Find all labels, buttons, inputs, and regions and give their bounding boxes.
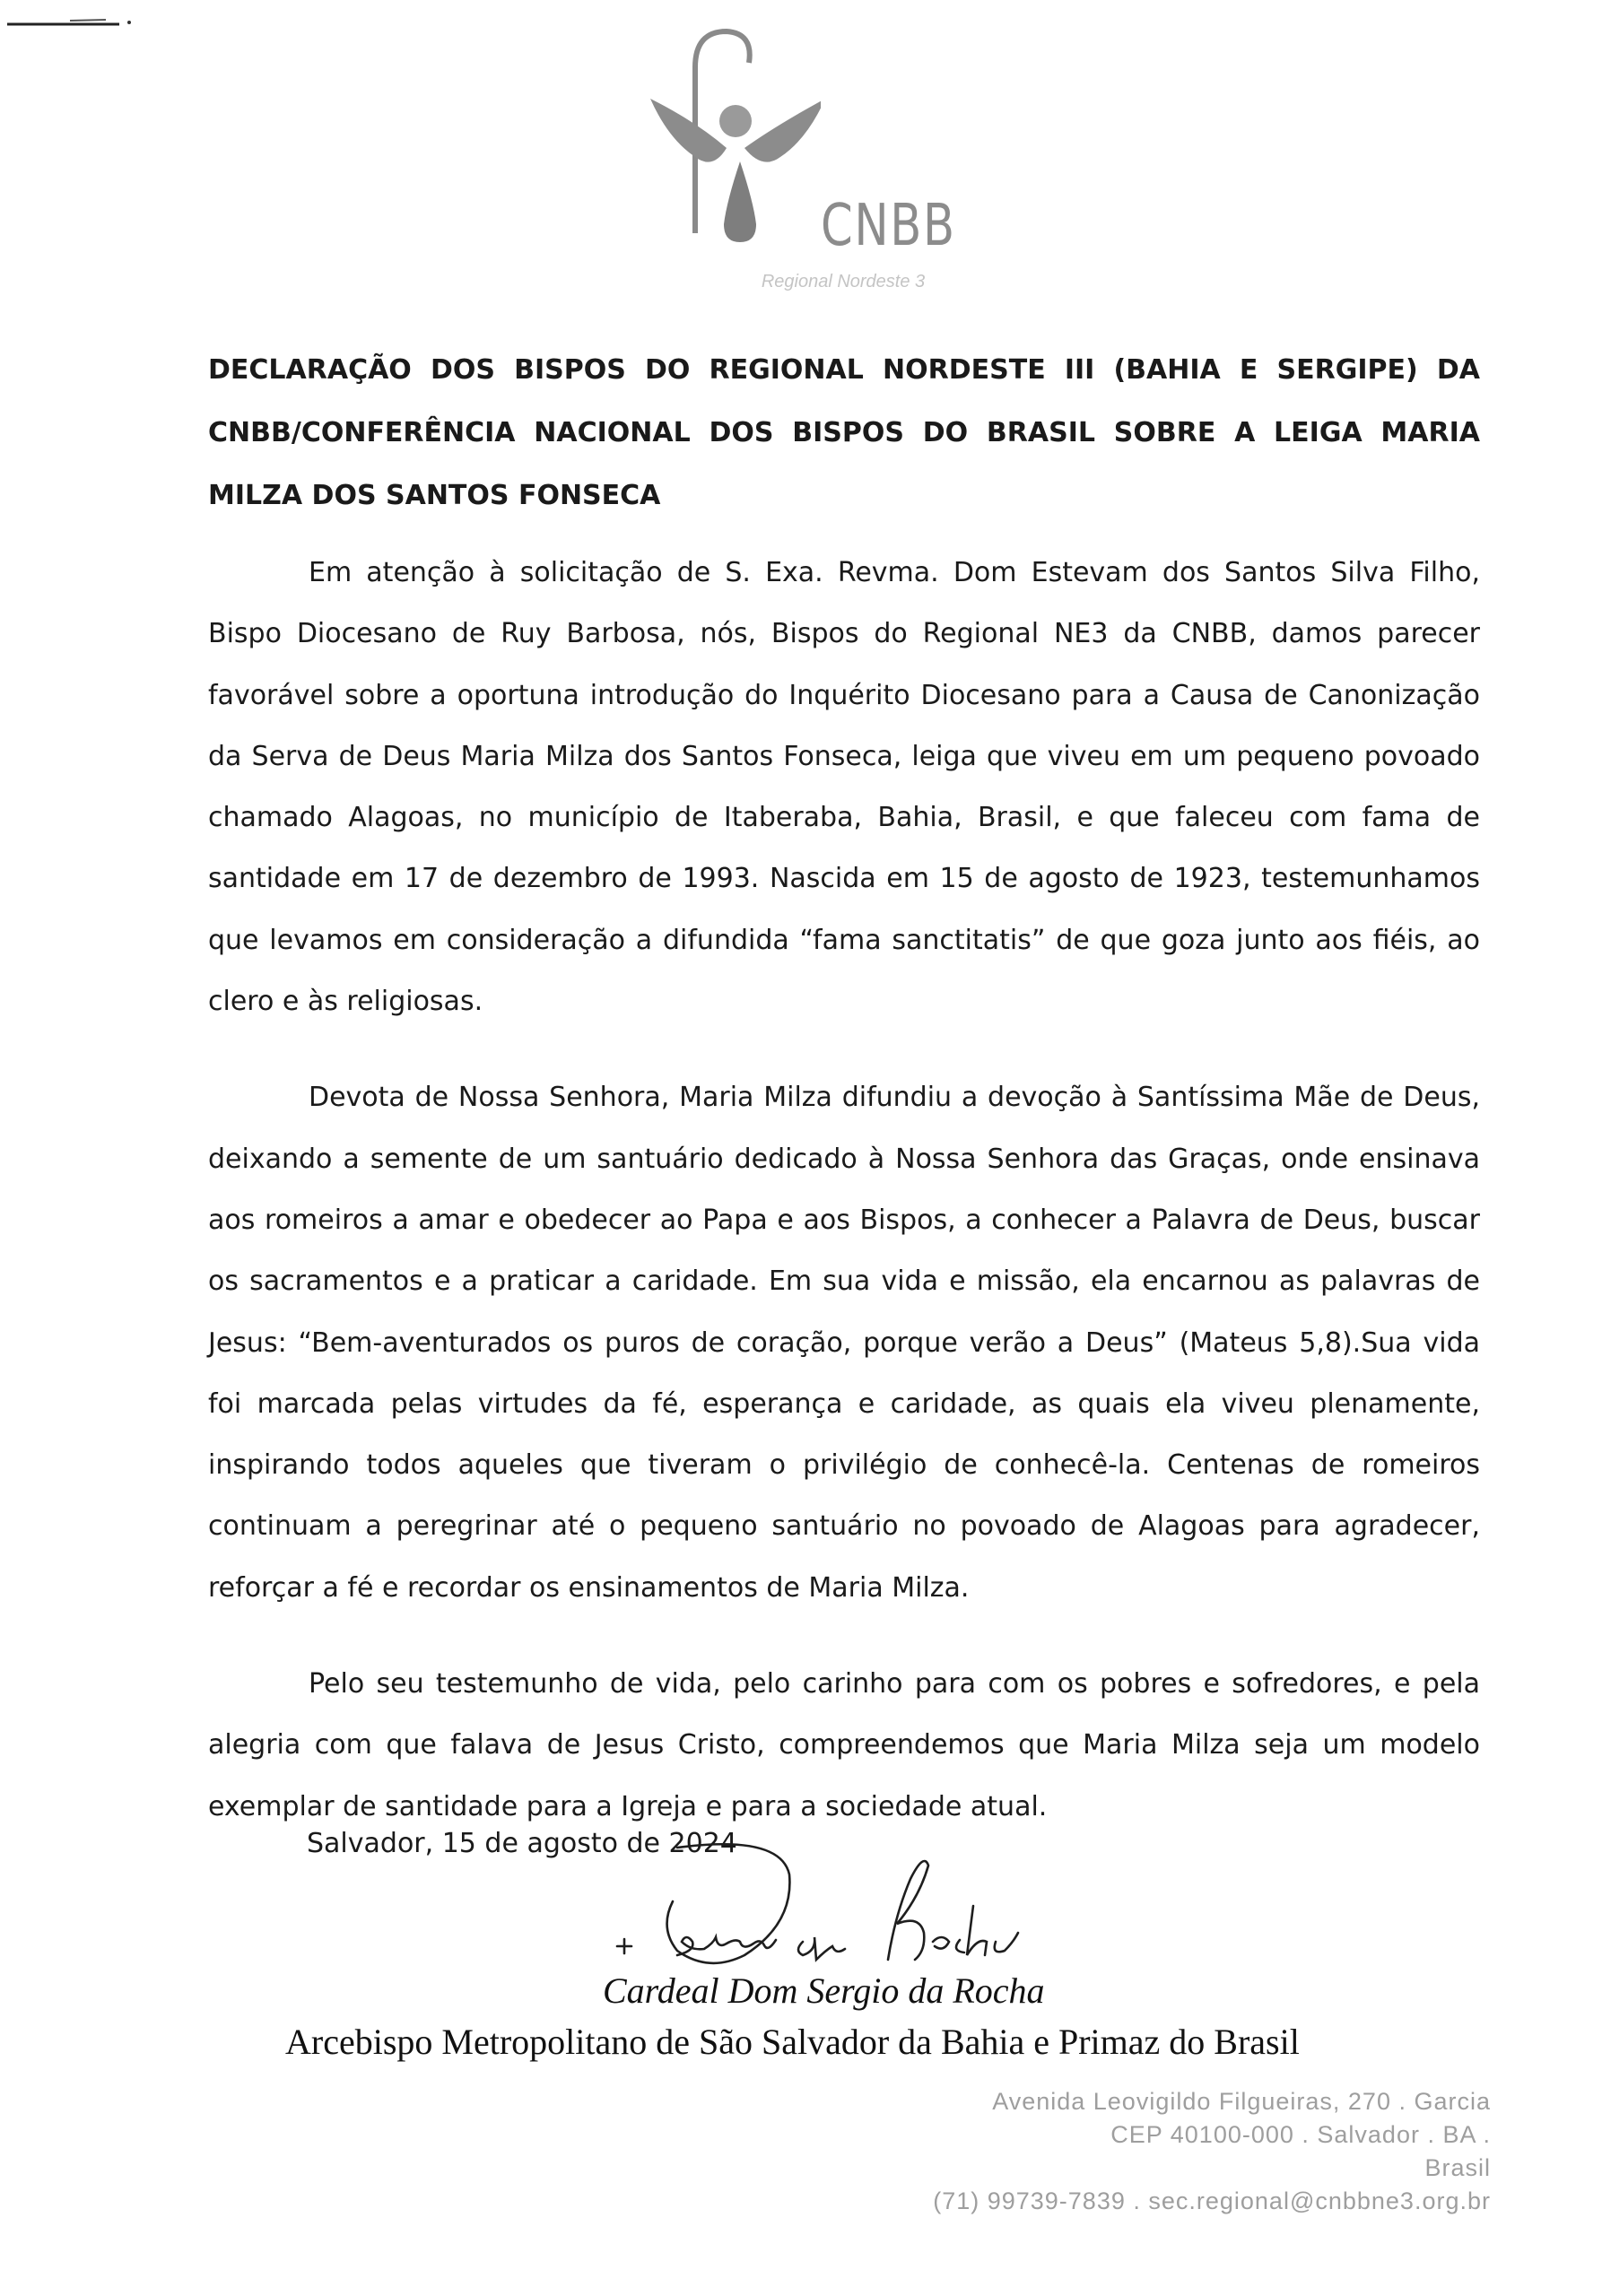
signer-name: Cardeal Dom Sergio da Rocha: [603, 1970, 1045, 2011]
logo-text: CNBB: [821, 193, 956, 259]
contact-line: (71) 99739-7839 . sec.regional@cnbbne3.org.br: [933, 2187, 1491, 2214]
document-title: DECLARAÇÃO DOS BISPOS DO REGIONAL NORDESTE III (BAHIA E SERGIPE) DA CNBB/CONFERÊNCIA NACIONAL DOS BISPOS DO BRASIL SOBRE A LEIGA MARIA MILZA DOS SANTOS FONSECA: [208, 354, 1480, 511]
paragraph-2: Devota de Nossa Senhora, Maria Milza difundiu a devoção à Santíssima Mãe de Deus, deixando a semente de um santuário dedicado à Nossa Senhora das Graças, onde ensinava aos romeiros a amar e obedecer ao Papa e aos Bispos, a conhecer a Palavra de Deus, buscar os sacramentos e a praticar a caridade. Em sua vida e missão, ela encarnou as palavras de Jesus: “Bem-aventurados os puros de coração, porque verão a Deus” (Mateus 5,8).Sua vida foi marcada pelas virtudes da fé, esperança e caridade, as quais ela viveu plenamente, inspirando todos aqueles que tiveram o privilégio de conhecê-la. Centenas de romeiros continuam a peregrinar até o pequeno santuário no povoado de Alagoas para agradecer, reforçar a fé e recordar os ensinamentos de Maria Milza.: [208, 1082, 1480, 1604]
place-date: Salvador, 15 de agosto de 2024: [307, 1828, 737, 1859]
crozier-angel-icon: [641, 13, 821, 256]
scan-mark: [7, 16, 133, 29]
paragraph-3: Pelo seu testemunho de vida, pelo carinho para com os pobres e sofredores, e pela alegria com que falava de Jesus Cristo, compreendemos que Maria Milza seja um modelo exemplar de santidade para a Igreja e para a sociedade atual.: [208, 1668, 1480, 1822]
address-line: CEP 40100-000 . Salvador . BA .: [1110, 2121, 1491, 2148]
document-body: [208, 543, 1480, 1873]
logo-subtitle: Regional Nordeste 3: [761, 272, 926, 291]
paragraph-1: Em atenção à solicitação de S. Exa. Revma. Dom Estevam dos Santos Silva Filho, Bispo Diocesano de Ruy Barbosa, nós, Bispos do Regional NE3 da CNBB, damos parecer favorável sobre a oportuna introdução do Inquérito Diocesano para a Causa de Canonização da Serva de Deus Maria Milza dos Santos Fonseca, leiga que viveu em um pequeno povoado chamado Alagoas, no município de Itaberaba, Bahia, Brasil, e que faleceu com fama de santidade em 17 de dezembro de 1993. Nascida em 15 de agosto de 1923, testemunhamos que levamos em consideração a difundida “fama sanctitatis” de que goza junto aos fiéis, ao clero e às religiosas.: [208, 557, 1480, 1018]
cnbb-logo: [641, 13, 982, 309]
footer-address: [933, 2085, 1491, 2218]
address-line: Avenida Leovigildo Filgueiras, 270 . Garcia: [992, 2088, 1491, 2115]
signer-role: Arcebispo Metropolitano de São Salvador da Bahia e Primaz do Brasil: [285, 2022, 1300, 2062]
address-line: Brasil: [1424, 2154, 1491, 2181]
